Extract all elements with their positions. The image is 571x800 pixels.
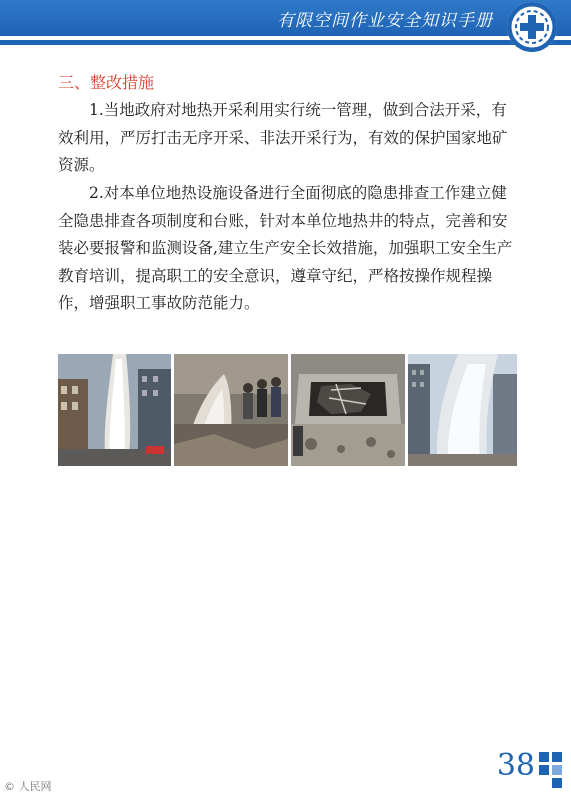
- paragraph-1: 1.当地政府对地热开采利用实行统一管理，做到合法开采，有效利用，严厉打击无序开采、非法开采行为，有效的保护国家地矿资源。: [58, 101, 508, 174]
- damaged-car-photo: [291, 354, 405, 466]
- steam-column-city-photo: [408, 354, 517, 466]
- watermark-logo-icon: ©: [4, 780, 15, 793]
- photo-strip: [58, 354, 517, 466]
- watermark: © 人民网: [4, 780, 52, 793]
- section-heading: 三、整改措施: [58, 73, 155, 92]
- header-title: 有限空间作业安全知识手册: [277, 11, 493, 31]
- header-stripe: [0, 40, 571, 45]
- crowd-steam-photo: [174, 354, 288, 466]
- geyser-street-photo: [58, 354, 171, 466]
- page-header: [0, 0, 571, 56]
- footer-squares-icon: [539, 752, 565, 792]
- safety-cross-logo-icon: [507, 2, 557, 52]
- page-number: 38: [496, 748, 535, 783]
- paragraph-2: 2.对本单位地热设施设备进行全面彻底的隐患排查工作建立健全隐患排查各项制度和台账，针对本单位地热井的特点，完善和安装必要报警和监测设备,建立生产安全长效措施，加强职工安全生产教育培训，提高职工的安全意识，遵章守纪，严格按操作规程操作，增强职工事故防范能力。: [58, 184, 513, 312]
